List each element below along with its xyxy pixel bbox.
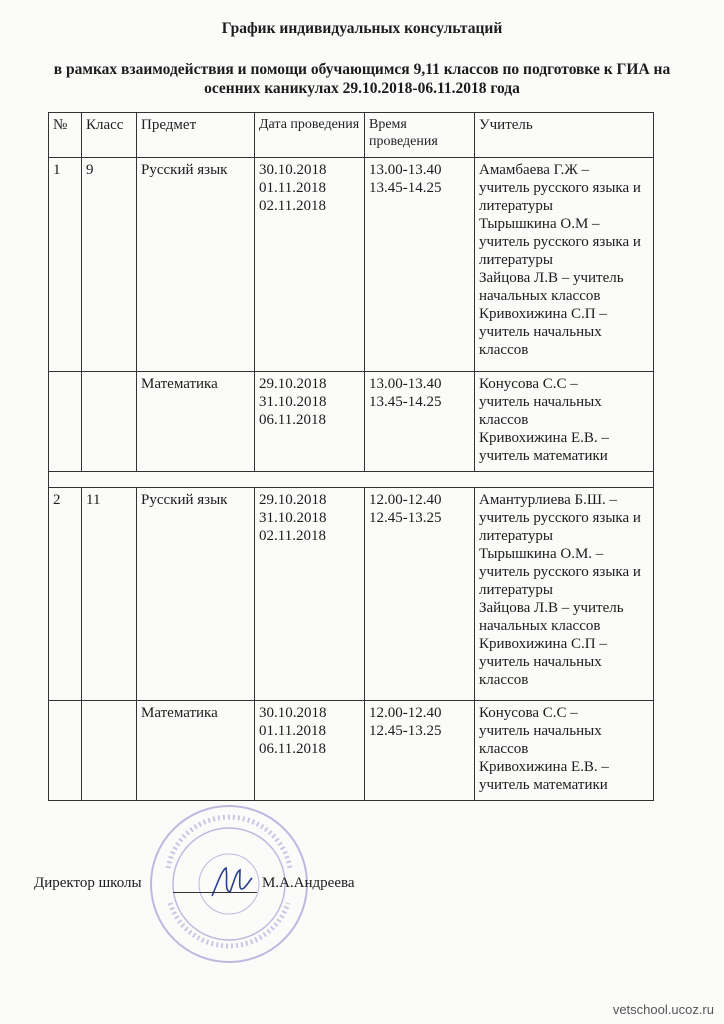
time-value: 12.45-13.25 [369,723,442,739]
date-value: 01.11.2018 [259,723,326,739]
site-watermark: vetschool.ucoz.ru [612,1002,714,1017]
teacher-name: Зайцова Л.В – учитель [479,270,624,286]
col-header-date: Дата проведения [255,113,365,158]
table-row [49,701,654,801]
signature-line [173,892,257,893]
table-row [49,372,654,472]
teacher-role: учитель русского языка и литературы [479,180,641,214]
table-row [49,158,654,372]
teacher-role: учитель начальных классов [479,394,602,428]
time-value: 12.00-12.40 [369,705,442,721]
col-header-grade: Класс [82,113,137,158]
teacher-role: начальных классов [479,618,601,634]
col-header-subject: Предмет [137,113,255,158]
table-header-row [49,113,654,158]
date-value: 31.10.2018 [259,510,327,526]
teacher-name: Конусова С.С – [479,705,578,721]
teacher-role: учитель начальных классов [479,324,602,358]
time-value: 12.45-13.25 [369,510,442,526]
time-cell [365,372,475,472]
consultation-schedule-table [48,112,654,801]
teacher-role: учитель русского языка и литературы [479,510,641,544]
col-header-teacher: Учитель [475,113,654,158]
teacher-name: Амамбаева Г.Ж – [479,162,590,178]
teacher-cell [475,158,654,372]
grade-cell: 9 [82,158,137,372]
date-value: 31.10.2018 [259,394,327,410]
section-separator-row [49,472,654,488]
teacher-role: учитель начальных классов [479,723,602,757]
document-subtitle: в рамках взаимодействия и помощи обучающимся 9,11 классов по подготовке к ГИА на осенних каникулах 29.10.2018-06.11.2018 года [53,61,671,97]
teacher-role: учитель математики [479,777,608,793]
row-number-cell: 2 [49,488,82,701]
date-cell [255,488,365,701]
director-label: Директор школы [34,875,142,891]
table-row [49,488,654,701]
date-value: 02.11.2018 [259,528,326,544]
date-value: 30.10.2018 [259,162,327,178]
subject-cell: Русский язык [137,158,255,372]
date-cell [255,701,365,801]
subject-cell: Математика [137,701,255,801]
date-value: 01.11.2018 [259,180,326,196]
teacher-role: начальных классов [479,288,601,304]
teacher-name: Кривохижина Е.В. – [479,759,609,775]
teacher-name: Кривохижина С.П – [479,306,607,322]
row-number-cell: 1 [49,158,82,372]
col-header-number: № [49,113,82,158]
teacher-name: Кривохижина Е.В. – [479,430,609,446]
subject-cell: Математика [137,372,255,472]
date-value: 29.10.2018 [259,376,327,392]
date-value: 02.11.2018 [259,198,326,214]
time-value: 12.00-12.40 [369,492,442,508]
teacher-name: Конусова С.С – [479,376,578,392]
director-name: М.А.Андреева [262,875,355,891]
teacher-cell [475,701,654,801]
time-cell [365,158,475,372]
teacher-name: Амантурлиева Б.Ш. – [479,492,618,508]
teacher-name: Зайцова Л.В – учитель [479,600,624,616]
document-title: График индивидуальных консультаций [221,20,503,37]
grade-cell [82,701,137,801]
date-value: 06.11.2018 [259,741,326,757]
grade-cell [82,372,137,472]
date-value: 06.11.2018 [259,412,326,428]
time-cell [365,488,475,701]
col-header-time: Время проведения [365,113,475,158]
teacher-name: Тырышкина О.М. – [479,546,604,562]
date-value: 30.10.2018 [259,705,327,721]
grade-cell: 11 [82,488,137,701]
teacher-name: Тырышкина О.М – [479,216,600,232]
time-cell [365,701,475,801]
teacher-role: учитель русского языка и литературы [479,564,641,598]
time-value: 13.45-14.25 [369,394,442,410]
separator-cell [49,472,654,488]
teacher-cell [475,488,654,701]
date-cell [255,372,365,472]
teacher-cell [475,372,654,472]
time-value: 13.00-13.40 [369,376,442,392]
date-value: 29.10.2018 [259,492,327,508]
teacher-role: учитель начальных классов [479,654,602,688]
row-number-cell [49,701,82,801]
teacher-role: учитель математики [479,448,608,464]
date-cell [255,158,365,372]
row-number-cell [49,372,82,472]
subject-cell: Русский язык [137,488,255,701]
time-value: 13.45-14.25 [369,180,442,196]
director-signature [206,862,256,902]
time-value: 13.00-13.40 [369,162,442,178]
teacher-role: учитель русского языка и литературы [479,234,641,268]
teacher-name: Кривохижина С.П – [479,636,607,652]
